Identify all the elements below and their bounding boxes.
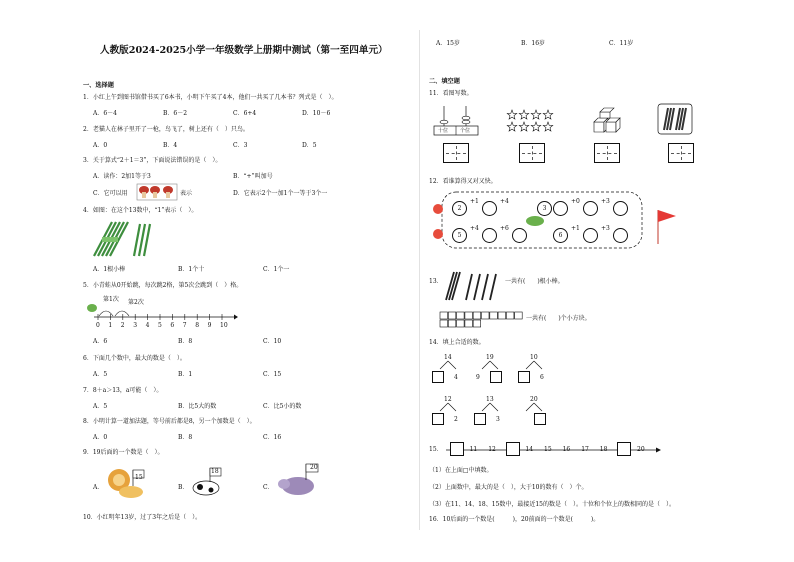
q3-option-a[interactable]: A．读作：2加1等于3 — [93, 173, 151, 180]
q7-option-c[interactable]: C．比5小的数 — [263, 403, 302, 410]
q3-option-c-suffix: 表示 — [180, 190, 193, 197]
chain1-op-2: +4 — [500, 198, 509, 205]
question-12: 12．看谁算得又对又快。 — [429, 178, 497, 185]
decomp-top-number: 14 — [444, 354, 452, 361]
number-line-15-value: 17 — [581, 446, 589, 453]
q10-option-c[interactable]: C．11岁 — [609, 40, 634, 47]
q4-option-b[interactable]: B．1个十 — [178, 266, 205, 273]
chain1-start: 2 — [452, 201, 467, 216]
number-line-tick-label: 0 — [96, 322, 100, 329]
decomp-given-number: 3 — [496, 416, 500, 423]
star-shape — [507, 122, 517, 131]
star-shape — [531, 110, 541, 119]
question-16: 16．10后面的一个数是( )，20前面的一个数是( )。 — [429, 516, 600, 523]
small-cube — [465, 320, 473, 327]
cow-flag-number: 18 — [211, 468, 219, 475]
decomp-branches — [478, 361, 502, 371]
answer-box-11c[interactable] — [594, 143, 620, 163]
question-9: 9．19后面的一个数是（ ）。 — [83, 449, 164, 456]
decomp-branches — [522, 361, 546, 371]
stars-picture — [506, 110, 556, 134]
cow-picture — [188, 466, 228, 500]
question-3: 3．关于算式“2＋1＝3”，下面说法错误的是（ ）。 — [83, 157, 222, 164]
q8-option-b[interactable]: B．8 — [178, 434, 193, 441]
number-line-tick-label: 8 — [195, 322, 200, 329]
q9-option-c[interactable]: C． — [263, 484, 274, 491]
q5-option-c[interactable]: C．10 — [263, 338, 282, 345]
jump-label-2: 第2次 — [128, 299, 144, 306]
chain1-answer-2[interactable] — [553, 201, 568, 216]
question-11: 11．看图写数。 — [429, 90, 473, 97]
hippo-flag-number: 20 — [310, 464, 318, 471]
star-shape — [519, 122, 529, 131]
q3-option-d[interactable]: D．它表示2个一加1个一等于3个一 — [233, 190, 328, 197]
section-fill-heading: 二、填空题 — [429, 78, 460, 85]
star-shape — [543, 122, 553, 131]
jump-label-1: 第1次 — [103, 296, 119, 303]
decomp-answer-box[interactable] — [534, 413, 546, 425]
question-13: 13． — [429, 278, 443, 285]
question-4: 4．如图：在这个13数中，“1”表示（ ）。 — [83, 207, 198, 214]
q1-option-a[interactable]: A．6－4 — [93, 110, 117, 117]
q4-option-a[interactable]: A．1根小棒 — [93, 266, 126, 273]
q15-sub-1: （1）在上面□中填数。 — [429, 467, 493, 474]
decomp-answer-box[interactable] — [474, 413, 486, 425]
lion-flag-number: 15 — [135, 474, 143, 481]
question-5: 5．小青蛙从0开始跳，每次跳2格，第5次会跳到（ ）格。 — [83, 282, 243, 289]
answer-box-11d[interactable] — [668, 143, 694, 163]
small-cube — [490, 312, 498, 319]
question-6: 6．下面几个数中，最大的数是（ ）。 — [83, 355, 186, 362]
number-line-15-value: 18 — [599, 446, 608, 453]
chain2-mid: 6 — [553, 228, 568, 243]
stick-bundle-picture — [90, 220, 150, 258]
small-cube — [440, 320, 448, 327]
decomp-branches — [436, 403, 460, 413]
q1-option-b[interactable]: B．6－2 — [163, 110, 188, 117]
decomp-top-number: 10 — [530, 354, 538, 361]
q13-sticks-line: 一共有( )根小棒。 — [505, 278, 564, 285]
decomp-answer-box[interactable] — [432, 413, 444, 425]
decomp-answer-box[interactable] — [432, 371, 444, 383]
chain2-op-4: +3 — [601, 225, 610, 232]
abacus-ones-label: 个位 — [460, 128, 471, 134]
decomp-branches — [436, 361, 460, 371]
q5-option-a[interactable]: A．6 — [93, 338, 108, 345]
q1-option-d[interactable]: D．10－6 — [302, 110, 331, 117]
q2-option-b[interactable]: B．4 — [163, 142, 178, 149]
q3-option-b[interactable]: B．“+”叫加号 — [233, 173, 273, 180]
decomp-given-number: 2 — [454, 416, 458, 423]
q15-sub-2: （2）上面数中，最大的是（ ），大于10的数有（ ）个。 — [429, 484, 588, 491]
mushroom-picture — [137, 184, 177, 200]
q8-option-c[interactable]: C．16 — [263, 434, 282, 441]
chain1-op-1: +1 — [470, 198, 479, 205]
small-cube — [515, 312, 523, 319]
q9-option-b[interactable]: B． — [178, 484, 189, 491]
chain1-answer-4[interactable] — [613, 201, 628, 216]
number-line-15-value: 14 — [525, 446, 534, 453]
number-line-tick-label: 4 — [145, 322, 150, 329]
number-line-15-value: 20 — [637, 446, 645, 453]
section-choice-heading: 一、选择题 — [83, 82, 114, 89]
abacus-tens-label: 十位 — [438, 128, 449, 134]
q13-cubes-line: 一共有( )个小方块。 — [526, 315, 591, 322]
decomp-branches — [522, 403, 546, 413]
chain1-answer-1[interactable] — [482, 201, 497, 216]
q8-option-a[interactable]: A．0 — [93, 434, 108, 441]
sticks-13-picture — [444, 270, 496, 302]
star-shape — [507, 110, 517, 119]
page-title: 人教版2024-2025小学一年级数学上册期中测试（第一至四单元） — [100, 45, 388, 56]
lion-picture — [105, 466, 145, 500]
question-10: 10．小红明年13岁，过了3年之后是（ ）。 — [83, 514, 202, 521]
chain1-op-3: +0 — [571, 198, 580, 205]
question-15: 15． — [429, 446, 443, 453]
decomp-given-number: 9 — [476, 374, 480, 381]
number-line-tick-label: 7 — [182, 322, 187, 329]
chain2-start: 5 — [452, 228, 467, 243]
number-line-tick-label: 1 — [108, 322, 113, 329]
small-cube — [465, 312, 473, 319]
small-cube — [473, 312, 481, 319]
chain2-answer-2[interactable] — [512, 228, 527, 243]
q2-option-a[interactable]: A．0 — [93, 142, 108, 149]
q10-option-b[interactable]: B．16岁 — [521, 40, 546, 47]
number-line-tick-label: 2 — [120, 322, 125, 329]
chain2-answer-4[interactable] — [613, 228, 628, 243]
decomp-branches — [478, 403, 502, 413]
q9-option-a[interactable]: A． — [93, 484, 104, 491]
q15-sub-3: （3）在11、14、18、15数中，最接近15的数是（ ）。十位和个位上的数相同的是（ ）。 — [429, 501, 675, 508]
question-1: 1．小红上午到图书馆借书买了6本书，小明下午买了4本，他们一共买了几本书？列式是（ ）。 — [83, 94, 338, 101]
q6-option-b[interactable]: B．1 — [178, 371, 193, 378]
question-2: 2．老猫人在林子里开了一枪，鸟飞了，树上还有（ ）只鸟。 — [83, 126, 249, 133]
q2-option-c[interactable]: C．3 — [233, 142, 248, 149]
number-line-15-value: 12 — [488, 446, 496, 453]
number-line-answer-box[interactable] — [617, 442, 631, 456]
decomp-top-number: 12 — [444, 396, 452, 403]
right-page — [420, 0, 794, 562]
star-shape — [543, 110, 553, 119]
q5-option-b[interactable]: B．8 — [178, 338, 193, 345]
decomp-given-number: 6 — [540, 374, 544, 381]
q7-option-a[interactable]: A．5 — [93, 403, 108, 410]
decomp-given-number: 4 — [454, 374, 458, 381]
q2-option-d[interactable]: D．5 — [302, 142, 317, 149]
small-cube — [482, 312, 490, 319]
calc-chain-frame — [432, 190, 678, 252]
cubes-picture — [592, 108, 628, 134]
answer-box-11b[interactable] — [519, 143, 545, 163]
chain2-op-1: +4 — [470, 225, 479, 232]
number-line-tick-label: 9 — [207, 322, 212, 329]
q7-option-b[interactable]: B．比5大的数 — [178, 403, 217, 410]
number-line-answer-box[interactable] — [450, 442, 464, 456]
number-line-tick-label: 10 — [220, 322, 228, 329]
chain2-answer-1[interactable] — [482, 228, 497, 243]
q10-option-a[interactable]: A．15岁 — [436, 40, 460, 47]
small-cube — [457, 320, 465, 327]
small-cube — [506, 312, 514, 319]
q6-option-c[interactable]: C．15 — [263, 371, 282, 378]
chain2-op-2: +6 — [500, 225, 509, 232]
number-line-15-value: 11 — [469, 446, 478, 453]
star-shape — [531, 122, 541, 131]
small-cube — [473, 320, 481, 327]
decomp-top-number: 20 — [530, 396, 538, 403]
number-line-tick-label: 5 — [158, 322, 162, 329]
answer-box-11a[interactable] — [443, 143, 469, 163]
chain1-answer-3[interactable] — [583, 201, 598, 216]
small-cube — [440, 312, 448, 319]
decomp-top-number: 19 — [486, 354, 494, 361]
small-cube — [448, 320, 456, 327]
number-line-tick-label: 6 — [170, 322, 175, 329]
star-shape — [519, 110, 529, 119]
q1-option-c[interactable]: C．6+4 — [233, 110, 257, 117]
decomp-top-number: 13 — [486, 396, 494, 403]
number-line-15-value: 16 — [562, 446, 571, 453]
small-cube — [457, 312, 465, 319]
chain2-answer-3[interactable] — [583, 228, 598, 243]
number-line-tick-label: 3 — [133, 322, 138, 329]
chain1-mid: 3 — [537, 201, 552, 216]
q4-option-c[interactable]: C．1个一 — [263, 266, 290, 273]
stick-bundles-picture — [658, 104, 692, 134]
small-cube — [448, 312, 456, 319]
question-8: 8．小明计算一道加法题，等号前后都是8，另一个加数是（ ）。 — [83, 418, 256, 425]
small-cube — [498, 312, 506, 319]
q3-option-c[interactable]: C．它可以用 — [93, 190, 128, 197]
question-7: 7．8＋a＞13，a可能（ ）。 — [83, 387, 163, 394]
decomp-answer-box[interactable] — [490, 371, 502, 383]
chain2-op-3: +1 — [571, 225, 580, 232]
number-line-15-value: 15 — [544, 446, 552, 453]
number-line-answer-box[interactable] — [506, 442, 520, 456]
question-14: 14．填上合适的数。 — [429, 339, 485, 346]
decomp-answer-box[interactable] — [518, 371, 530, 383]
q6-option-a[interactable]: A．5 — [93, 371, 108, 378]
chain1-op-4: +3 — [601, 198, 610, 205]
